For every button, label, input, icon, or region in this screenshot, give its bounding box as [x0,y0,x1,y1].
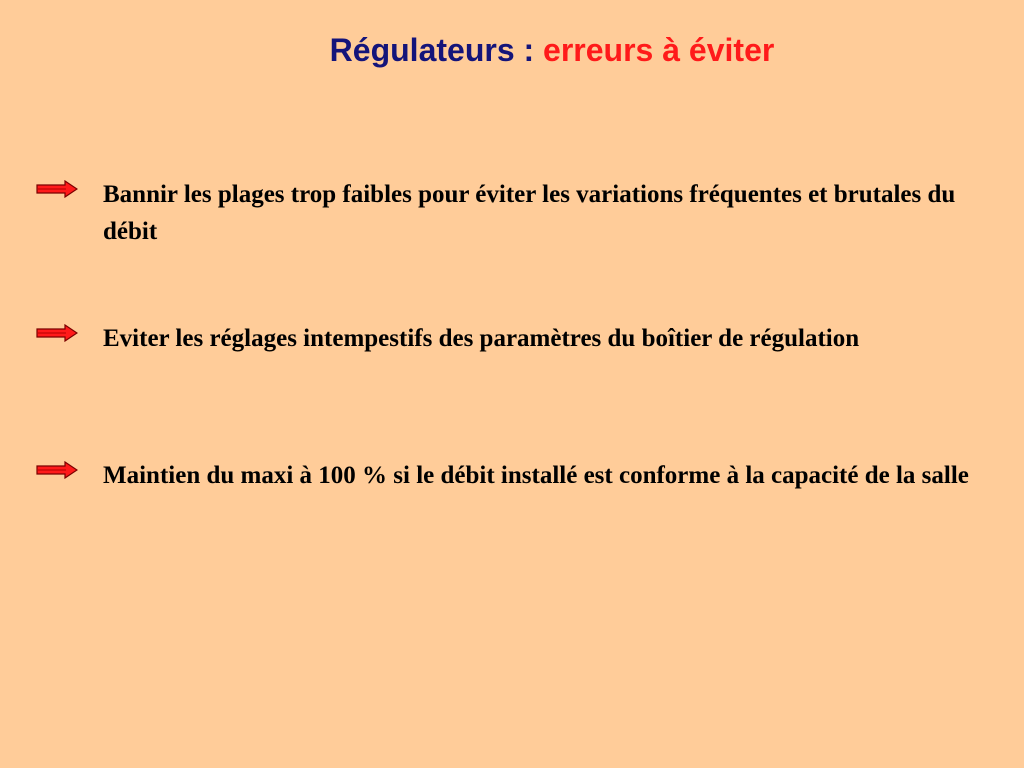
bullet-text: Eviter les réglages intempestifs des paramètres du boîtier de régulation [103,325,860,352]
bullet-item [36,176,996,256]
red-arrow-icon [36,324,78,342]
bullet-text: Maintien du maxi à 100 % si le débit installé est conforme à la capacité de la salle [103,462,969,489]
bullet-item [36,457,996,537]
red-arrow-icon [36,180,78,198]
bullet-text: Bannir les plages trop faibles pour éviter les variations fréquentes et brutales du débit [103,181,956,245]
bullet-item [36,320,996,400]
title-accent: erreurs à éviter [543,32,775,68]
red-arrow-icon [36,461,78,479]
slide-title [0,30,1024,70]
title-main: Régulateurs : [329,32,544,68]
